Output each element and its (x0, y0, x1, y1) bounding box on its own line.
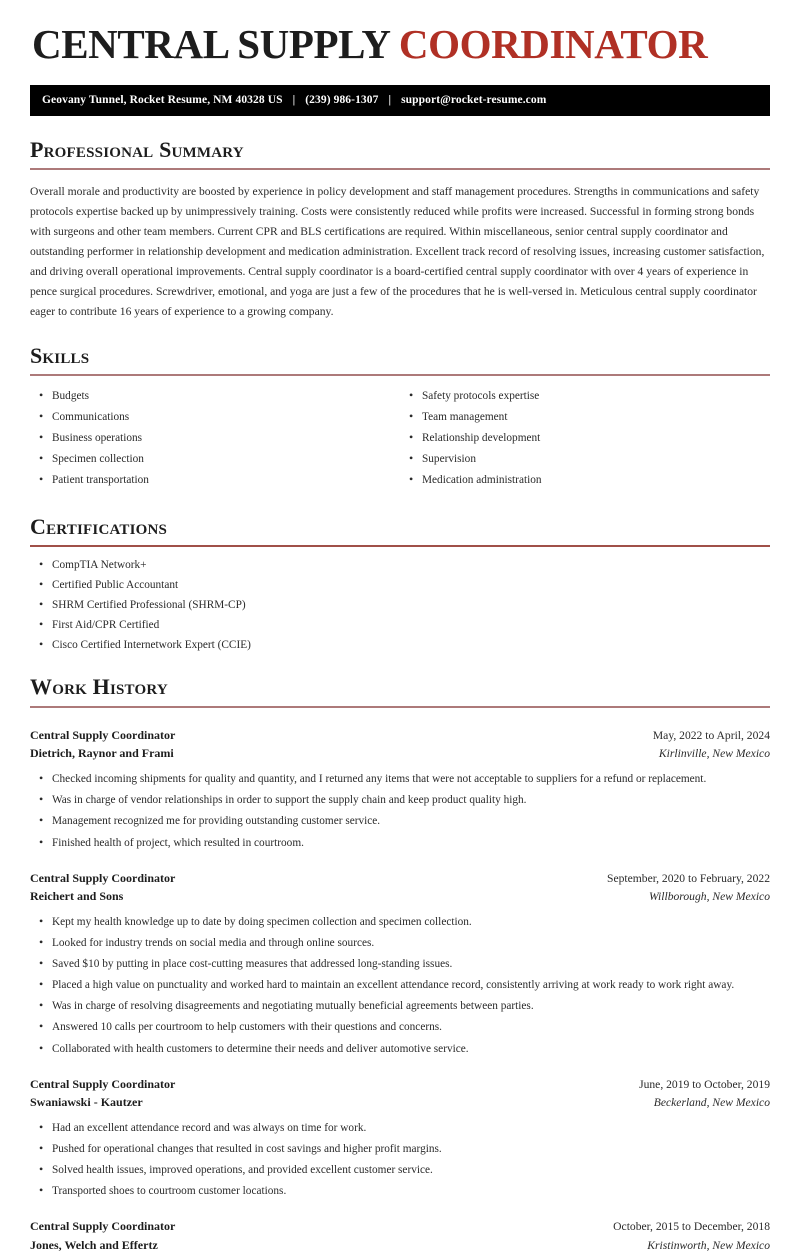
job-title: Central Supply Coordinator (30, 1219, 176, 1234)
section-heading-certifications: Certifications (30, 514, 168, 540)
list-item: • Transported shoes to courtroom customer locations. (30, 1183, 770, 1199)
job-bullet-list (30, 771, 770, 850)
skills-list-right (400, 388, 770, 488)
work-history-entry (30, 726, 770, 851)
list-item: • Checked incoming shipments for quality and quantity, and I returned any items that were not acceptable to suppliers for a refund or replacement. (30, 771, 770, 787)
contact-separator-2: | (388, 94, 392, 106)
section-heading-skills: Skills (30, 342, 90, 368)
job-company-row (30, 1093, 770, 1111)
section-divider-summary (30, 168, 770, 170)
page-title-accent: COORDINATOR (398, 21, 708, 67)
list-item: • Finished health of project, which resulted in courtroom. (30, 835, 770, 851)
job-location: Kristinworth, New Mexico (647, 1238, 770, 1252)
work-history-entry (30, 1075, 770, 1200)
list-item: • Kept my health knowledge up to date by doing specimen collection and specimen collection. (30, 914, 770, 930)
job-dates: October, 2015 to December, 2018 (613, 1220, 770, 1234)
section-professional-summary (30, 138, 770, 322)
list-item: • Placed a high value on punctuality and worked hard to maintain an excellent attendance record, consistently arriving at work ready to work right away. (30, 977, 770, 993)
list-item: • CompTIA Network+ (30, 557, 770, 573)
section-divider-skills (30, 374, 770, 376)
job-title: Central Supply Coordinator (30, 1076, 176, 1091)
job-bullet-list (30, 1120, 770, 1199)
summary-text: Overall morale and productivity are boosted by experience in policy development and staff management procedures. Strengths in communications and safety protocols expertise backed up by unimpressively training. Costs were consistently reduced while profits were increased. Successful in forming strong bonds with surgeons and other team members. Current CPR and BLS certifications are required. Within miscellaneous, senior central supply coordinator and outstanding performer in relationship development and medication administration. Excellent track record of resolving issues, increasing customer satisfaction, and driving overall operational improvements. Central supply coordinator is a board-certified central supply coordinator with over 4 years of experience in pence surgical procedures. Screwdriver, emotional, and yoga are just a few of the procedures that he is well-versed in. Meticulous central supply coordinator eager to contribute 16 years of experience to a growing company. (30, 185, 765, 318)
contact-email[interactable]: support@rocket-resume.com (401, 94, 547, 106)
list-item: • Pushed for operational changes that resulted in cost savings and higher profit margins. (30, 1141, 770, 1157)
list-item: • Communications (30, 409, 400, 425)
list-item: • Was in charge of vendor relationships in order to support the supply chain and keep product quality high. (30, 792, 770, 808)
list-item: • Collaborated with health customers to determine their needs and deliver automotive service. (30, 1041, 770, 1057)
skills-column-left (30, 378, 400, 493)
work-history-entry (30, 1217, 770, 1254)
job-title-row (30, 1217, 770, 1235)
list-item: • Management recognized me for providing outstanding customer service. (30, 813, 770, 829)
skills-columns (30, 378, 770, 493)
contact-phone[interactable]: (239) 986-1307 (305, 94, 379, 106)
list-item: • SHRM Certified Professional (SHRM-CP) (30, 597, 770, 613)
list-item: • Answered 10 calls per courtroom to help customers with their questions and concerns. (30, 1019, 770, 1035)
job-dates: June, 2019 to October, 2019 (639, 1077, 770, 1091)
list-item: • Looked for industry trends on social media and through online sources. (30, 935, 770, 951)
list-item: • Business operations (30, 430, 400, 446)
job-dates: May, 2022 to April, 2024 (652, 728, 770, 742)
list-item: • Specimen collection (30, 451, 400, 467)
job-title-row (30, 869, 770, 887)
job-title-row (30, 1075, 770, 1093)
section-skills (30, 344, 770, 493)
list-item: • Saved $10 by putting in place cost-cutting measures that addressed long-standing issues. (30, 956, 770, 972)
page-title-primary: CENTRAL SUPPLY (32, 21, 399, 67)
contact-bar (30, 85, 770, 116)
job-company-row (30, 887, 770, 905)
job-company: Jones, Welch and Effertz (30, 1237, 158, 1252)
contact-address: Geovany Tunnel, Rocket Resume, NM 40328 US (42, 94, 283, 106)
work-history-entry (30, 869, 770, 1057)
job-title: Central Supply Coordinator (30, 727, 176, 742)
skills-column-right (400, 378, 770, 493)
job-location: Kirlinville, New Mexico (658, 747, 770, 761)
skills-list-left (30, 388, 400, 488)
job-title-row (30, 726, 770, 744)
list-item: • Budgets (30, 388, 400, 404)
list-item: • Was in charge of resolving disagreements and negotiating mutually beneficial agreements between parties. (30, 998, 770, 1014)
job-location: Willborough, New Mexico (649, 889, 770, 903)
list-item: • Supervision (400, 451, 770, 467)
list-item: • Solved health issues, improved operations, and provided excellent customer service. (30, 1162, 770, 1178)
section-heading-work-history: Work History (30, 674, 168, 700)
list-item: • Safety protocols expertise (400, 388, 770, 404)
job-company: Swaniawski - Kautzer (30, 1094, 143, 1109)
job-dates: September, 2020 to February, 2022 (607, 871, 770, 885)
section-heading-summary: Professional Summary (30, 137, 244, 162)
work-history-entries (30, 726, 770, 1254)
job-bullet-list (30, 914, 770, 1056)
list-item: • Medication administration (400, 472, 770, 488)
job-title: Central Supply Coordinator (30, 870, 176, 885)
job-company-row (30, 1236, 770, 1254)
list-item: • Team management (400, 409, 770, 425)
certifications-list (30, 557, 770, 653)
job-company: Dietrich, Raynor and Frami (30, 746, 174, 761)
section-work-history (30, 675, 770, 1254)
job-company-row (30, 744, 770, 762)
list-item: • Had an excellent attendance record and was always on time for work. (30, 1120, 770, 1136)
list-item: • First Aid/CPR Certified (30, 617, 770, 633)
job-company: Reichert and Sons (30, 888, 124, 903)
contact-separator-1: | (292, 94, 296, 106)
list-item: • Cisco Certified Internetwork Expert (CCIE) (30, 637, 770, 653)
job-location: Beckerland, New Mexico (653, 1095, 770, 1109)
page-title (32, 0, 770, 65)
section-divider-certifications (30, 545, 770, 547)
section-certifications (30, 515, 770, 653)
list-item: • Certified Public Accountant (30, 577, 770, 593)
list-item: • Relationship development (400, 430, 770, 446)
section-divider-work-history (30, 706, 770, 708)
list-item: • Patient transportation (30, 472, 400, 488)
